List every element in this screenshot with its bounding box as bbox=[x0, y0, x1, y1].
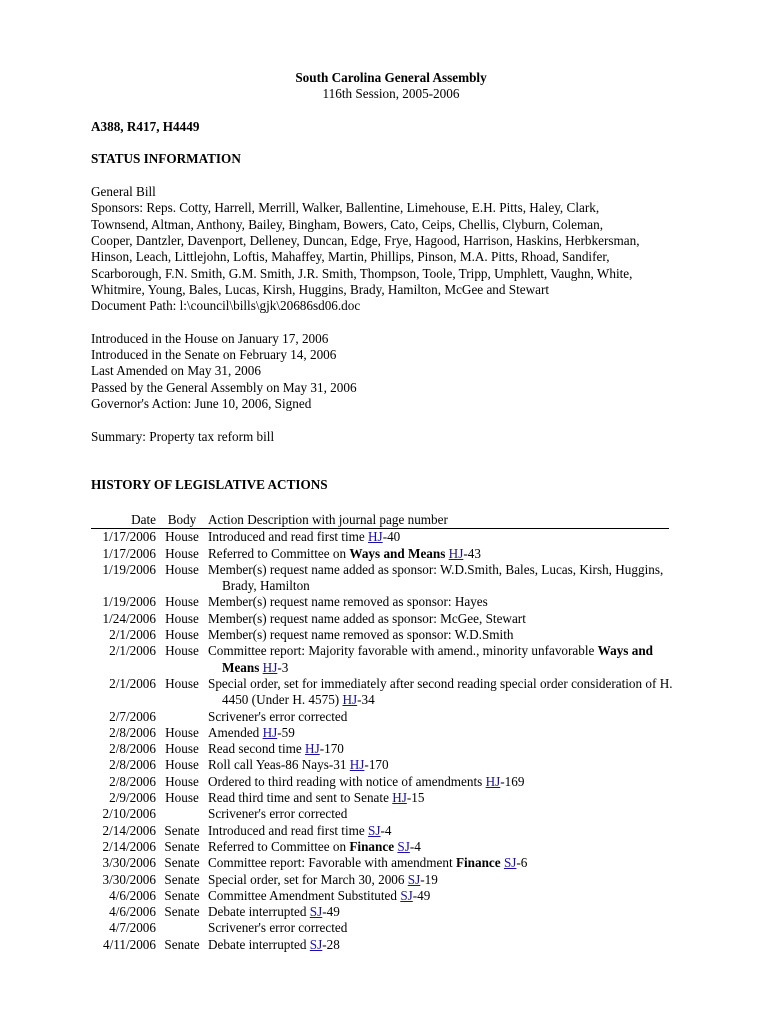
sponsors-line: Cooper, Dantzler, Davenport, Delleney, Duncan, Edge, Frye, Hagood, Harrison, Haskins, Herbkersman, bbox=[91, 232, 640, 248]
journal-link[interactable]: SJ bbox=[368, 822, 381, 838]
history-date: 4/11/2006 bbox=[103, 936, 156, 952]
history-rows bbox=[91, 529, 691, 953]
history-action bbox=[208, 904, 678, 920]
action-text: Member(s) request name removed as sponsor: W.D.Smith bbox=[208, 627, 514, 643]
action-text: -43 bbox=[463, 545, 481, 561]
history-body: House bbox=[165, 773, 199, 789]
action-text: -6 bbox=[516, 855, 528, 871]
column-header-action: Action Description with journal page number bbox=[208, 512, 448, 527]
history-body: Senate bbox=[164, 871, 200, 887]
history-action bbox=[208, 790, 678, 806]
history-action bbox=[208, 920, 678, 936]
action-text: Committee report: Favorable with amendment bbox=[208, 855, 456, 871]
action-text: Committee Amendment Substituted bbox=[208, 887, 401, 903]
history-body: House bbox=[165, 610, 199, 626]
action-text: -49 bbox=[412, 887, 431, 903]
action-text: -4 bbox=[409, 838, 421, 854]
status-date-line: Passed by the General Assembly on May 31, 2006 bbox=[91, 379, 357, 395]
history-action bbox=[208, 757, 678, 773]
history-body: House bbox=[165, 757, 199, 773]
history-action bbox=[208, 546, 678, 562]
history-action bbox=[208, 774, 678, 790]
history-action bbox=[208, 643, 678, 676]
action-text: -59 bbox=[277, 724, 295, 740]
document-page bbox=[91, 70, 691, 494]
history-date: 3/30/2006 bbox=[102, 871, 156, 887]
history-body: House bbox=[165, 545, 199, 561]
action-text: -4 bbox=[380, 822, 392, 838]
history-action bbox=[208, 839, 678, 855]
committee-name: Ways and Means bbox=[222, 643, 653, 675]
history-body: Senate bbox=[164, 887, 200, 903]
history-table bbox=[91, 512, 691, 953]
column-header-date: Date bbox=[131, 512, 156, 527]
action-text: Committee report: Majority favorable with amend., minority unfavorable bbox=[208, 643, 598, 659]
journal-link[interactable]: HJ bbox=[485, 773, 501, 789]
sponsors-block bbox=[91, 200, 691, 298]
action-text: -19 bbox=[420, 871, 438, 887]
history-row bbox=[91, 872, 691, 888]
history-action bbox=[208, 806, 678, 822]
history-action bbox=[208, 888, 678, 904]
action-text: -170 bbox=[364, 757, 389, 773]
action-text: Introduced and read first time bbox=[208, 822, 369, 838]
page-title: South Carolina General Assembly bbox=[295, 70, 487, 85]
history-action bbox=[208, 676, 678, 709]
action-text: -40 bbox=[382, 529, 401, 545]
history-date: 1/17/2006 bbox=[102, 529, 156, 545]
action-text: -28 bbox=[322, 936, 340, 952]
history-body: House bbox=[165, 627, 199, 643]
history-row bbox=[91, 790, 691, 806]
history-action bbox=[208, 725, 678, 741]
history-heading: HISTORY OF LEGISLATIVE ACTIONS bbox=[91, 477, 328, 493]
sponsors-line: Whitmire, Young, Bales, Lucas, Kirsh, Huggins, Brady, Hamilton, McGee and Stewart bbox=[91, 281, 550, 297]
history-date: 4/6/2006 bbox=[109, 887, 156, 903]
history-row bbox=[91, 774, 691, 790]
history-date: 2/10/2006 bbox=[102, 806, 156, 822]
committee-name: Finance bbox=[455, 855, 501, 871]
action-text: -34 bbox=[357, 692, 375, 708]
history-body: Senate bbox=[164, 936, 200, 952]
history-row bbox=[91, 855, 691, 871]
column-header-body: Body bbox=[167, 512, 197, 527]
history-body: House bbox=[165, 741, 199, 757]
history-body: Senate bbox=[164, 838, 200, 854]
history-body: Senate bbox=[164, 822, 200, 838]
bill-summary: Summary: Property tax reform bill bbox=[91, 428, 275, 444]
sponsors-line: Sponsors: Reps. Cotty, Harrell, Merrill, Walker, Ballentine, Limehouse, E.H. Pitts, Haley, Clark, bbox=[91, 200, 600, 216]
history-date: 2/1/2006 bbox=[109, 643, 156, 659]
history-row bbox=[91, 888, 691, 904]
action-text: Roll call Yeas-86 Nays-31 bbox=[208, 757, 350, 773]
history-date: 2/1/2006 bbox=[109, 627, 156, 643]
history-row bbox=[91, 823, 691, 839]
status-date-line: Governor's Action: June 10, 2006, Signed bbox=[91, 395, 312, 411]
status-heading: STATUS INFORMATION bbox=[91, 151, 241, 167]
history-date: 2/1/2006 bbox=[109, 675, 156, 691]
history-date: 4/6/2006 bbox=[109, 904, 156, 920]
committee-name: Finance bbox=[349, 838, 395, 854]
action-text: Read second time bbox=[208, 741, 306, 757]
history-body: House bbox=[165, 675, 199, 691]
history-date: 3/30/2006 bbox=[102, 855, 156, 871]
action-text: -170 bbox=[319, 741, 344, 757]
history-row bbox=[91, 627, 691, 643]
status-date-line: Last Amended on May 31, 2006 bbox=[91, 363, 261, 379]
history-action bbox=[208, 529, 678, 545]
history-body: House bbox=[165, 594, 199, 610]
action-text: Member(s) request name added as sponsor: McGee, Stewart bbox=[208, 610, 526, 626]
action-text: Special order, set for March 30, 2006 bbox=[208, 871, 408, 887]
status-date-line: Introduced in the House on January 17, 2006 bbox=[91, 330, 329, 346]
history-date: 2/8/2006 bbox=[109, 757, 156, 773]
history-action bbox=[208, 562, 678, 595]
history-date: 2/14/2006 bbox=[102, 822, 156, 838]
history-action bbox=[208, 823, 678, 839]
action-text: Ordered to third reading with notice of amendments bbox=[208, 773, 486, 789]
history-row bbox=[91, 676, 691, 709]
history-date: 2/14/2006 bbox=[102, 838, 156, 854]
session-subtitle: 116th Session, 2005-2006 bbox=[322, 86, 460, 102]
history-action bbox=[208, 872, 678, 888]
history-action bbox=[208, 855, 678, 871]
history-date: 2/8/2006 bbox=[109, 741, 156, 757]
history-action bbox=[208, 611, 678, 627]
history-row bbox=[91, 904, 691, 920]
action-text: Debate interrupted bbox=[208, 904, 310, 920]
journal-link[interactable]: HJ bbox=[392, 790, 407, 806]
journal-link[interactable]: SJ bbox=[503, 855, 517, 871]
history-date: 1/24/2006 bbox=[102, 610, 156, 626]
history-date: 2/8/2006 bbox=[109, 724, 156, 740]
action-text: Scrivener's error corrected bbox=[208, 806, 348, 822]
sponsors-line: Scarborough, F.N. Smith, G.M. Smith, J.R. Smith, Thompson, Toole, Tripp, Umphlett, Vaughn, White, bbox=[91, 265, 633, 281]
document-path: Document Path: l:\council\bills\gjk\20686sd06.doc bbox=[91, 298, 361, 314]
sponsors-line: Townsend, Altman, Anthony, Bailey, Bingham, Bowers, Cato, Ceips, Chellis, Clyburn, Coleman, bbox=[91, 216, 604, 232]
action-text: -49 bbox=[322, 904, 340, 920]
history-row bbox=[91, 546, 691, 562]
journal-link[interactable]: HJ bbox=[262, 659, 278, 675]
history-body: House bbox=[165, 561, 199, 577]
history-date: 2/7/2006 bbox=[109, 708, 156, 724]
history-date: 4/7/2006 bbox=[109, 920, 156, 936]
history-row bbox=[91, 839, 691, 855]
history-date: 2/8/2006 bbox=[109, 773, 156, 789]
action-text: Scrivener's error corrected bbox=[208, 920, 348, 936]
committee-name: Ways and Means bbox=[349, 545, 446, 561]
journal-link[interactable]: SJ bbox=[397, 838, 410, 854]
action-text: -169 bbox=[500, 773, 525, 789]
bill-type: General Bill bbox=[91, 184, 156, 200]
history-action bbox=[208, 627, 678, 643]
action-text: Member(s) request name removed as sponsor: Hayes bbox=[208, 594, 488, 610]
action-text: Introduced and read first time bbox=[208, 529, 369, 545]
action-text: Special order, set for immediately after second reading special order consideration of H. 4450 (Under H. 4575) bbox=[208, 675, 673, 708]
history-date: 1/19/2006 bbox=[102, 594, 156, 610]
history-row bbox=[91, 594, 691, 610]
journal-link[interactable]: HJ bbox=[349, 757, 365, 773]
history-action bbox=[208, 937, 678, 953]
history-row bbox=[91, 529, 691, 545]
action-text: -15 bbox=[406, 790, 425, 806]
history-row bbox=[91, 741, 691, 757]
journal-link[interactable]: SJ bbox=[309, 936, 323, 952]
history-date: 2/9/2006 bbox=[109, 790, 156, 806]
history-row bbox=[91, 937, 691, 953]
bill-ids: A388, R417, H4449 bbox=[91, 118, 200, 134]
history-row bbox=[91, 725, 691, 741]
history-action bbox=[208, 594, 678, 610]
journal-link[interactable]: HJ bbox=[262, 724, 278, 740]
journal-link[interactable]: SJ bbox=[400, 887, 413, 903]
journal-link[interactable]: HJ bbox=[305, 741, 320, 757]
action-text: Debate interrupted bbox=[208, 936, 310, 952]
history-body: House bbox=[165, 790, 199, 806]
action-text: Member(s) request name added as sponsor: W.D.Smith, Bales, Lucas, Kirsh, Huggins, Brady, Hamilton bbox=[208, 561, 664, 594]
history-action bbox=[208, 709, 678, 725]
history-date: 1/17/2006 bbox=[102, 545, 156, 561]
journal-link[interactable]: SJ bbox=[407, 871, 421, 887]
status-date-line: Introduced in the Senate on February 14, 2006 bbox=[91, 347, 337, 363]
action-text: Scrivener's error corrected bbox=[208, 708, 348, 724]
history-row bbox=[91, 920, 691, 936]
journal-link[interactable]: HJ bbox=[342, 692, 358, 708]
history-row bbox=[91, 806, 691, 822]
history-row bbox=[91, 611, 691, 627]
journal-link[interactable]: HJ bbox=[448, 545, 464, 561]
action-text: -3 bbox=[277, 659, 289, 675]
journal-link[interactable]: HJ bbox=[368, 529, 383, 545]
history-body: House bbox=[165, 529, 199, 545]
sponsors-line: Hinson, Leach, Littlejohn, Loftis, Mahaffey, Martin, Phillips, Pinson, M.A. Pitts, Rhoad, Sandifer, bbox=[91, 249, 610, 265]
history-action bbox=[208, 741, 678, 757]
history-body: House bbox=[165, 643, 199, 659]
history-row bbox=[91, 562, 691, 595]
history-table-header bbox=[91, 512, 669, 529]
action-text: Read third time and sent to Senate bbox=[208, 790, 393, 806]
action-text: Referred to Committee on bbox=[208, 545, 350, 561]
history-body: Senate bbox=[164, 904, 200, 920]
action-text: Referred to Committee on bbox=[208, 838, 350, 854]
history-body: House bbox=[165, 724, 199, 740]
action-text: Amended bbox=[208, 724, 263, 740]
history-row bbox=[91, 757, 691, 773]
history-row bbox=[91, 643, 691, 676]
history-body: Senate bbox=[164, 855, 200, 871]
history-date: 1/19/2006 bbox=[102, 561, 156, 577]
history-row bbox=[91, 709, 691, 725]
journal-link[interactable]: SJ bbox=[309, 904, 323, 920]
status-dates bbox=[91, 331, 691, 412]
